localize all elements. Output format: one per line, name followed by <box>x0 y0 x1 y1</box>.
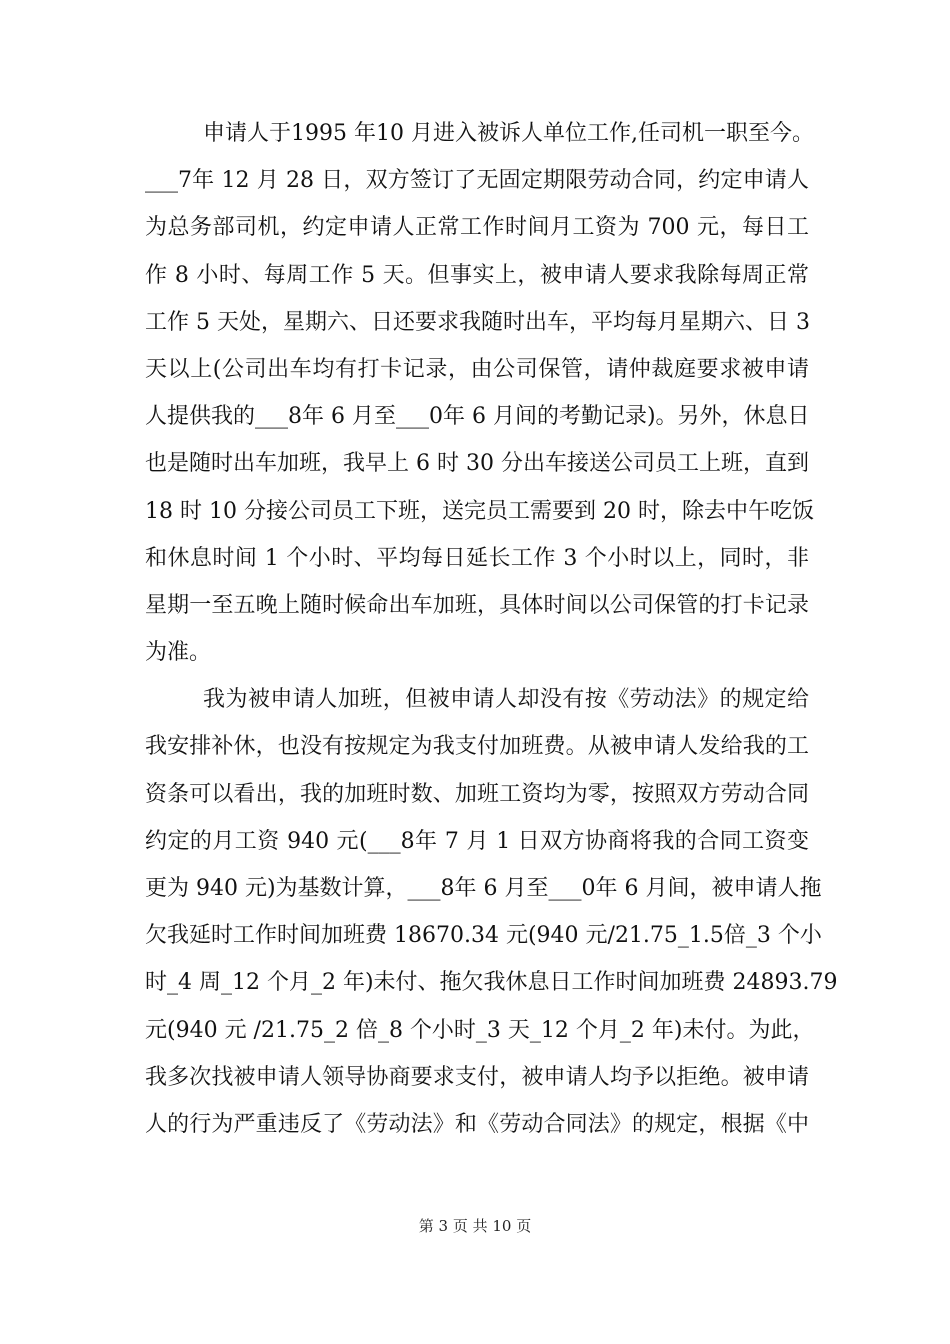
paragraph-1 <box>145 110 814 676</box>
text-line: 为准。 <box>145 640 212 666</box>
text-line: 工作 5 天处，星期六、日还要求我随时出车，平均每月星期六、日 3 <box>145 309 810 335</box>
text-line: 星期一至五晚上随时候命出车加班，具体时间以公司保管的打卡记录 <box>145 592 809 618</box>
text-line: 人提供我的___8年 6 月至___0年 6 月间的考勤记录)。另外，休息日 <box>145 404 810 430</box>
text-line: 欠我延时工作时间加班费 18670.34 元(940 元/21.75_1.5倍_3 个小 <box>145 923 822 949</box>
text-line: 天以上(公司出车均有打卡记录，由公司保管，请仲裁庭要求被申请 <box>145 356 809 382</box>
text-line: 约定的月工资 940 元(___8年 7 月 1 日双方协商将我的合同工资变 <box>145 828 809 854</box>
text-line: 时_4 周_12 个月_2 年)未付、拖欠我休息日工作时间加班费 24893.79 <box>145 970 838 996</box>
text-line: 也是随时出车加班，我早上 6 时 30 分出车接送公司员工上班，直到 <box>145 451 809 477</box>
text-line: 和休息时间 1 个小时、平均每日延长工作 3 个小时以上，同时，非 <box>145 545 809 571</box>
text-line: ___7年 12 月 28 日，双方签订了无固定期限劳动合同，约定申请人 <box>145 168 809 194</box>
text-line: 更为 940 元)为基数计算，___8年 6 月至___0年 6 月间，被申请人拖 <box>145 876 822 901</box>
text-line: 为总务部司机，约定申请人正常工作时间月工资为 700 元，每日工 <box>145 215 809 241</box>
text-line: 元(940 元 /21.75_2 倍_8 个小时_3 天_12 个月_2 年)未付。为此， <box>145 1017 815 1043</box>
text-line: 18 时 10 分接公司员工下班，送完员工需要到 20 时，除去中午吃饭 <box>145 498 814 524</box>
document-body <box>145 110 838 1148</box>
text-line: 资条可以看出，我的加班时数、加班工资均为零，按照双方劳动合同 <box>145 781 809 807</box>
page-number-footer: 第 3 页 共 10 页 <box>418 1217 532 1235</box>
text-line: 申请人于1995 年10 月进入被诉人单位工作,任司机一职至今。 <box>203 121 814 146</box>
text-line: 我安排补休，也没有按规定为我支付加班费。从被申请人发给我的工 <box>145 734 809 760</box>
paragraph-2 <box>145 676 838 1148</box>
text-line: 我多次找被申请人领导协商要求支付，被申请人均予以拒绝。被申请 <box>145 1064 809 1090</box>
text-line: 我为被申请人加班，但被申请人却没有按《劳动法》的规定给 <box>203 687 809 713</box>
text-line: 作 8 小时、每周工作 5 天。但事实上，被申请人要求我除每周正常 <box>145 262 809 288</box>
text-line: 人的行为严重违反了《劳动法》和《劳动合同法》的规定，根据《中 <box>145 1111 809 1137</box>
